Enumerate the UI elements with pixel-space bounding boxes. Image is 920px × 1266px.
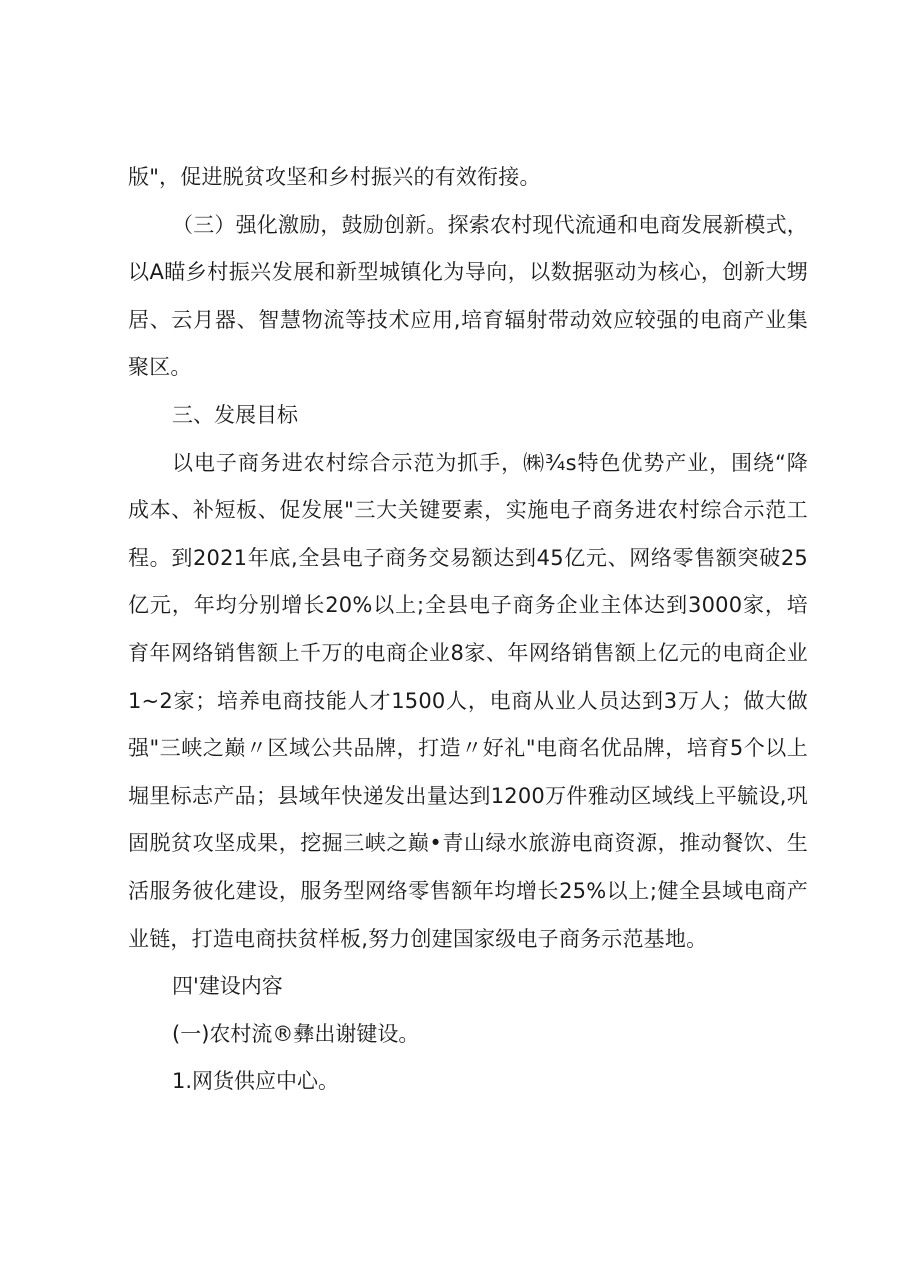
paragraph-goals: 以电子商务进农村综合示范为抓手，㈱¾s特色优势产业，围绕“降成本、补短板、促发展"三大关键要素，实施电子商务进农村综合示范工程。到2021年底,全县电子商务交易额达到45亿元、网络零售额突破25亿元，年均分别增长20%以上;全县电子商务企业主体达到3000家，培育年网络销售额上千万的电商企业8家、年网络销售额上亿元的电商企业1~2家；培养电商技能人才1500人，电商从业人员达到3万人；做大做强"三峡之巅〃区域公共品牌，打造〃好礼"电商名优品牌，培育5个以上堀里标志产品；县域年快递发出量达到1200万件雅动区域线上平毓设,巩固脱贫攻坚成果，挖掘三峡之巅•青山绿水旅游电商资源，推动餐饮、生活服务彼化建设，服务型网络零售额年均增长25%以上;健全县域电商产业链，打造电商扶贫样板,努力创建国家级电子商务示范基地。	[128, 450, 808, 951]
heading-development-goals: 三、发展目标	[172, 402, 298, 427]
heading-construction-content: 四'建设内容	[172, 974, 283, 999]
subheading-rural-logistics: (一)农村流®彝出谢键设。	[172, 1021, 420, 1046]
document-body	[128, 154, 808, 1106]
paragraph-continued: 版"，促进脱贫攻坚和乡村振兴的有效衔接。	[128, 165, 541, 189]
item-online-goods-supply-center: 1.网货供应中心。	[172, 1069, 340, 1094]
paragraph-incentive: （三）强化激励，鼓励创新。探索农村现代流通和电商发展新模式，以A瞄乡村振兴发展和新型城镇化为导向，以数据驱动为核心，创新大甥居、云月器、智慧物流等技术应用,培育辐射带动效应较强的电商产业集聚区。	[128, 212, 808, 380]
